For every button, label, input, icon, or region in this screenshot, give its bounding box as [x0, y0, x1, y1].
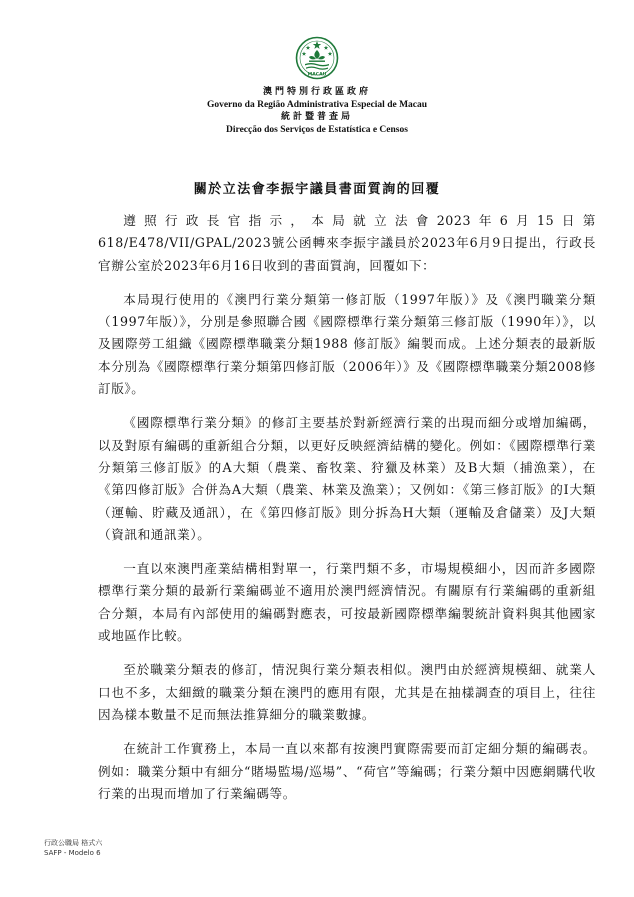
svg-text:MACAU: MACAU	[307, 72, 327, 78]
paragraph-3: 《國際標準行業分類》的修訂主要基於對新經濟行業的出現而細分或增加編碼，以及對原有編碼的重新組合分類，以更好反映經濟結構的變化。例如：《國際標準行業分類第三修訂版》的A大類（農業、畜牧業、狩獵及林業）及B大類（捕漁業），在《第四修訂版》合併為A大類（農業、林業及漁業）；又例如：《第三修訂版》的I大類（運輸、貯藏及通訊），在《第四修訂版》則分拆為H大類（運輸及倉儲業）及J大類（資訊和通訊業）。	[98, 415, 596, 542]
macau-emblem	[295, 36, 339, 82]
bureau-name-portuguese: Direcção dos Serviços de Estatística e Censos	[226, 124, 408, 135]
bureau-name-chinese: 統計暨普查局	[280, 112, 353, 122]
government-name-chinese: 澳門特別行政區政府	[262, 87, 371, 97]
government-name-portuguese: Governo da Região Administrativa Especial de Macau	[206, 99, 428, 110]
document-body	[98, 210, 596, 817]
form-code-portuguese: SAFP - Modelo 6	[44, 849, 101, 857]
form-code-chinese: 行政公職局 格式六	[44, 839, 103, 847]
paragraph-4: 一直以來澳門產業結構相對單一，行業門類不多，市場規模細小，因而許多國際標準行業分類的最新行業編碼並不適用於澳門經濟情況。有關原有行業編碼的重新組合分類，本局有內部使用的編碼對應表，可按最新國際標準編製統計資料與其他國家或地區作比較。	[98, 561, 596, 644]
document-title: 關於立法會李振宇議員書面質詢的回覆	[193, 182, 441, 197]
letterhead	[0, 86, 634, 136]
paragraph-1: 遵照行政長官指示，本局就立法會2023年6月15日第618/E478/VII/GPAL/2023號公函轉來李振宇議員於2023年6月9日提出，行政長官辦公室於2023年6月16日收到的書面質詢，回覆如下：	[98, 213, 596, 273]
paragraph-5: 至於職業分類表的修訂，情況與行業分類表相似。澳門由於經濟規模細、就業人口也不多，太細緻的職業分類在澳門的應用有限，尤其是在抽樣調查的項目上，往往因為樣本數量不足而無法推算細分的職業數據。	[98, 662, 596, 722]
paragraph-6: 在統計工作實務上，本局一直以來都有按澳門實際需要而訂定細分類的編碼表。例如：職業分類中有細分“賭場監場/巡場”、“荷官”等編碼；行業分類中因應網購代收行業的出現而增加了行業編碼等。	[98, 741, 596, 801]
form-footer	[44, 838, 102, 858]
paragraph-2: 本局現行使用的《澳門行業分類第一修訂版（1997年版）》及《澳門職業分類（1997年版）》，分別是參照聯合國《國際標準行業分類第三修訂版（1990年）》，以及國際勞工組織《國際標準職業分類1988 修訂版》編製而成。上述分類表的最新版本分別為《國際標準行業分類第四修訂版（2006年）》及《國際標準職業分類2008修訂版》。	[98, 291, 596, 397]
